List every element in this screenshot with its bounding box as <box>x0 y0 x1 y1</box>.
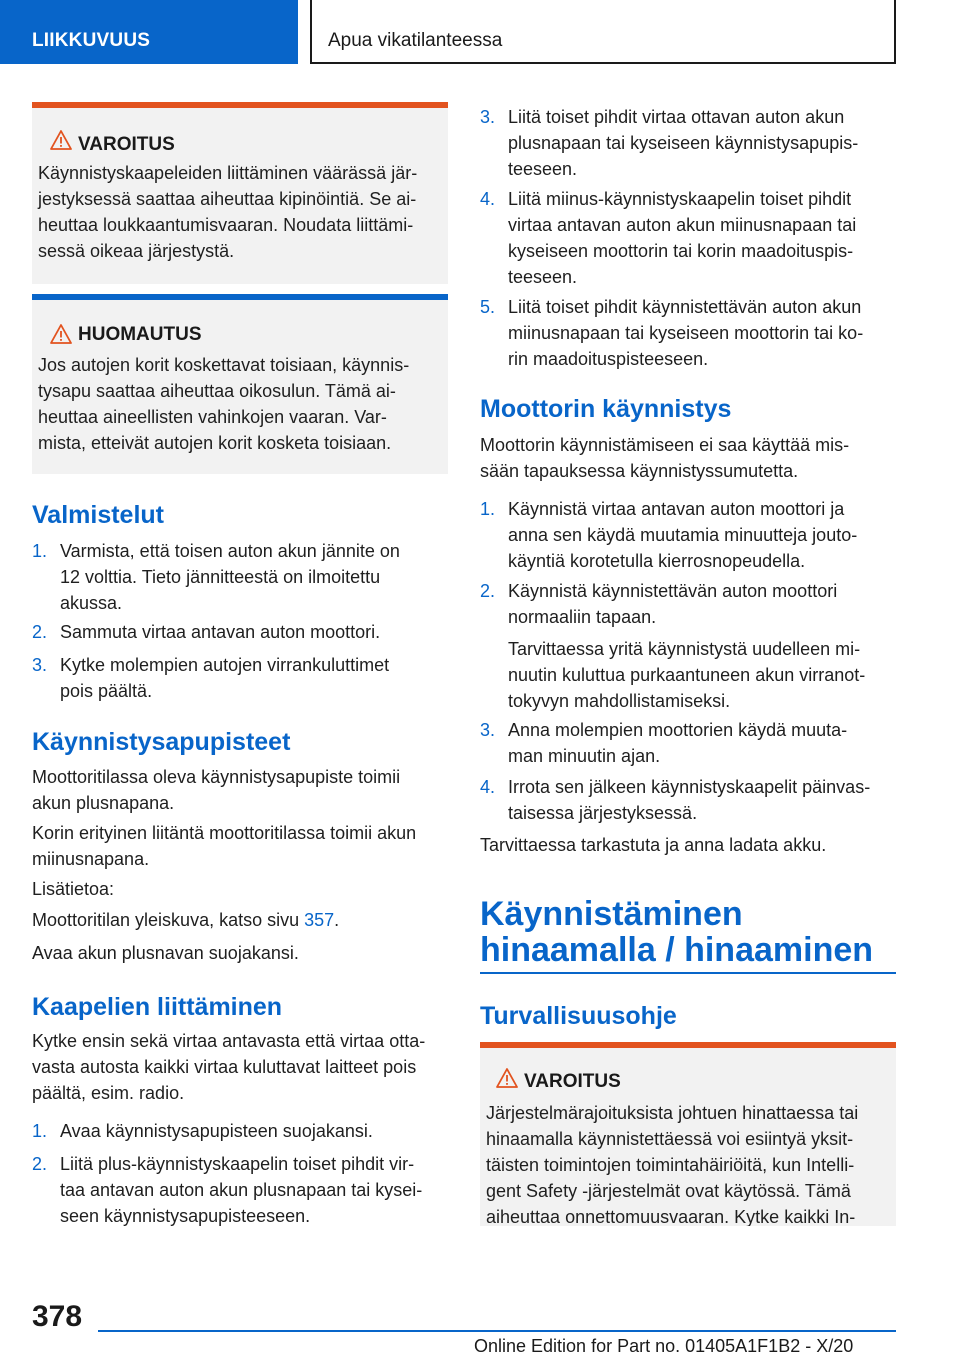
heading-rule <box>480 972 896 974</box>
paragraph: Korin erityinen liitäntä moottoritilassa toimii akun miinusnapana. <box>32 823 417 869</box>
warning-icon <box>50 130 72 150</box>
heading-kaynnistaminen-hinaamalla: Käynnistäminen hinaamalla / hinaaminen <box>480 895 874 969</box>
warning-title: VAROITUS <box>78 134 175 155</box>
paragraph: Avaa akun plusnavan suojakansi. <box>32 943 299 963</box>
notice-text: Jos autojen korit koskettavat toisiaan, käynnis- tysapu saattaa aiheuttaa oikosulun. Tämä ai- heuttaa aineellisten vahinkojen vaaran. Var- mista, etteivät autojen korit kosketa toisiaan. <box>38 355 410 453</box>
warning-bar <box>480 1042 896 1048</box>
heading-moottorin-kaynnistys: Moottorin käynnistys <box>480 395 732 423</box>
heading-turvallisuusohje: Turvallisuusohje <box>480 1002 677 1030</box>
paragraph: Tarvittaessa tarkastuta ja anna ladata akku. <box>480 835 827 855</box>
notice-title: HUOMAUTUS <box>78 324 202 345</box>
paragraph: Kytke ensin sekä virtaa antavasta että virtaa otta- vasta autosta kaikki virtaa kuluttavat laitteet pois päältä, esim. radio. <box>32 1031 426 1103</box>
paragraph: Moottoritilassa oleva käynnistysapupiste toimii akun plusnapana. <box>32 767 401 813</box>
warning-icon <box>496 1068 518 1088</box>
section-label: LIIKKUVUUS <box>32 30 151 51</box>
heading-kaapelien-liittaminen: Kaapelien liittäminen <box>32 993 283 1021</box>
heading-kaynnistysapupisteet: Käynnistysapupisteet <box>32 728 291 756</box>
warning-title: VAROITUS <box>524 1071 621 1092</box>
page-reference: Moottoritilan yleiskuva, katso sivu 357. <box>32 910 340 930</box>
warning-text: Järjestelmärajoituksista johtuen hinattaessa tai hinaamalla käynnistettäessä voi esiintyä yksit- täisten toimintojen toimintahäiriöitä, kun Intelli- gent Safety -järjestelmät ovat käytössä. Tämä aiheuttaa onnettomuusvaaran. Kytke kaikki In- <box>486 1103 859 1226</box>
warning-bar <box>32 102 448 108</box>
notice-box <box>32 294 448 474</box>
chapter-title: Apua vikatilanteessa <box>328 30 503 51</box>
page-number: 378 <box>32 1300 83 1333</box>
more-info-label: Lisätietoa: <box>32 879 115 899</box>
warning-box <box>32 102 448 284</box>
footer-edition: Online Edition for Part no. 01405A1F1B2 - X/20 <box>474 1336 854 1356</box>
footer-rule <box>98 1330 896 1332</box>
caution-icon <box>50 324 72 344</box>
paragraph: Moottorin käynnistämiseen ei saa käyttää mis- sään tapauksessa käynnistyssumutetta. <box>480 435 850 481</box>
warning-text: Käynnistyskaapeleiden liittäminen väärässä jär- jestyksessä saattaa aiheuttaa kipinöintiä. Se ai- heuttaa loukkaantumisvaaran. Noudata liittämi- sessä oikeaa järjestystä. <box>38 163 418 261</box>
chapter-header <box>310 0 896 64</box>
warning-box <box>480 1042 896 1226</box>
page-link[interactable]: 357 <box>304 910 335 930</box>
heading-valmistelut: Valmistelut <box>32 501 164 529</box>
section-tab <box>0 0 298 64</box>
notice-bar <box>32 294 448 300</box>
